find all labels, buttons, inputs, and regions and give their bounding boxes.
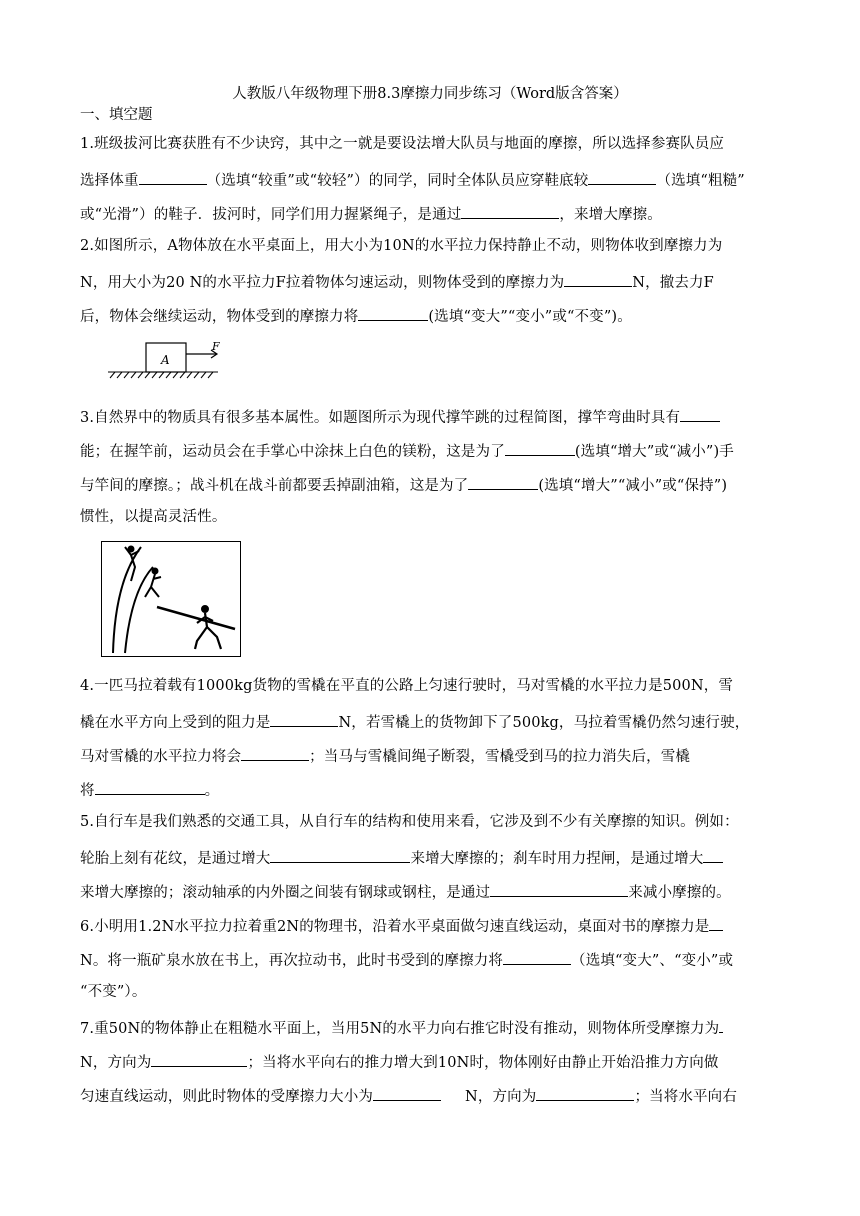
q6-line-3: “不变”）。 [80, 984, 147, 1000]
ground-hatching [108, 372, 218, 378]
q5-line-3: 来增大摩擦的；滚动轴承的内外圈之间装有钢球或钢柱，是通过 来减小摩擦的。 [80, 880, 780, 903]
section-heading: 一、填空题 [80, 107, 153, 123]
answer-blank[interactable] [709, 914, 723, 931]
answer-blank[interactable] [505, 439, 575, 456]
answer-blank[interactable] [680, 405, 720, 422]
q6-line-1: 6.小明用1.2N水平拉力拉着重2N的物理书，沿着水平桌面做匀速直线运动，桌面对书的摩擦力是 [80, 914, 780, 937]
answer-blank[interactable] [468, 473, 538, 490]
q3-line-2: 能；在握竿前，运动员会在手掌心中涂抹上白色的镁粉，这是为了 (选填“增大”或“减小”)手 [80, 439, 780, 462]
q4-line-2: 橇在水平方向上受到的阻力是 N，若雪橇上的货物卸下了500kg，马拉着雪橇仍然匀速行驶， [80, 710, 780, 733]
block-force-figure [108, 338, 224, 382]
q5-line-1: 5.自行车是我们熟悉的交通工具，从自行车的结构和使用来看，它涉及到不少有关摩擦的知识。例如： [80, 814, 739, 830]
answer-blank[interactable] [139, 168, 207, 185]
q1-line-2: 选择体重 （选填“较重”或“较轻”）的同学，同时全体队员应穿鞋底较 （选填“粗糙” [80, 168, 780, 191]
answer-blank[interactable] [719, 1016, 723, 1033]
answer-blank[interactable] [358, 304, 428, 321]
q4-line-3: 马对雪橇的水平拉力将会 ；当马与雪橇间绳子断裂，雪橇受到马的拉力消失后，雪橇 [80, 744, 780, 767]
answer-blank[interactable] [588, 168, 656, 185]
q7-line-2: N，方向为 ；当将水平向右的推力增大到10N时，物体刚好由静止开始沿推力方向做 [80, 1050, 780, 1073]
q7-line-1: 7.重50N的物体静止在粗糙水平面上，当用5N的水平力向右推它时没有推动，则物体所受摩擦力为 [80, 1016, 780, 1039]
q5-line-2: 轮胎上刻有花纹，是通过增大 来增大摩擦的；刹车时用力捏闸，是通过增大 [80, 846, 780, 869]
q1-line-3: 或“光滑”）的鞋子．拔河时，同学们用力握紧绳子，是通过 ，来增大摩擦。 [80, 202, 780, 225]
force-label: F [212, 340, 220, 353]
answer-blank[interactable] [490, 880, 628, 897]
answer-blank[interactable] [703, 846, 723, 863]
q3-line-3: 与竿间的摩擦。；战斗机在战斗前都要丢掉副油箱，这是为了 (选填“增大”“减小”或“保持”) [80, 473, 780, 496]
answer-blank[interactable] [503, 948, 571, 965]
answer-blank[interactable] [270, 710, 338, 727]
answer-blank[interactable] [151, 1050, 247, 1067]
answer-blank[interactable] [373, 1084, 441, 1101]
answer-blank[interactable] [95, 778, 205, 795]
q3-line-1: 3.自然界中的物质具有很多基本属性。如题图所示为现代撑竿跳的过程简图，撑竿弯曲时具有 [80, 405, 780, 428]
q6-line-2: N。将一瓶矿泉水放在书上，再次拉动书，此时书受到的摩擦力将 （选填“变大”、“变小”或 [80, 948, 780, 971]
pole-vault-figure [101, 541, 241, 657]
q4-line-4: 将 。 [80, 778, 780, 801]
q2-line-2: N，用大小为20 N的水平拉力F拉着物体匀速运动，则物体受到的摩擦力为 N，撤去力F [80, 270, 780, 293]
answer-blank[interactable] [241, 744, 309, 761]
answer-blank[interactable] [461, 202, 559, 219]
answer-blank[interactable] [536, 1084, 634, 1101]
answer-blank[interactable] [270, 846, 410, 863]
q1-line-1: 1.班级拔河比赛获胜有不少诀窍，其中之一就是要设法增大队员与地面的摩擦，所以选择参赛队员应 [80, 136, 725, 152]
answer-blank[interactable] [564, 270, 632, 287]
q2-line-1: 2.如图所示，A物体放在水平桌面上，用大小为10N的水平拉力保持静止不动，则物体收到摩擦力为 [80, 238, 723, 254]
q2-line-3: 后，物体会继续运动，物体受到的摩擦力将 (选填“变大”“变小”或“不变”)。 [80, 304, 780, 327]
page-title: 人教版八年级物理下册8.3摩擦力同步练习（Word版含答案） [232, 86, 628, 102]
q7-line-3: 匀速直线运动，则此时物体的受摩擦力大小为 N，方向为 ；当将水平向右 [80, 1084, 780, 1107]
q4-line-1: 4.一匹马拉着载有1000kg货物的雪橇在平直的公路上匀速行驶时，马对雪橇的水平拉力是500N，雪 [80, 678, 734, 694]
block-a-label: A [161, 353, 170, 367]
q3-line-4: 惯性，以提高灵活性。 [80, 509, 227, 525]
